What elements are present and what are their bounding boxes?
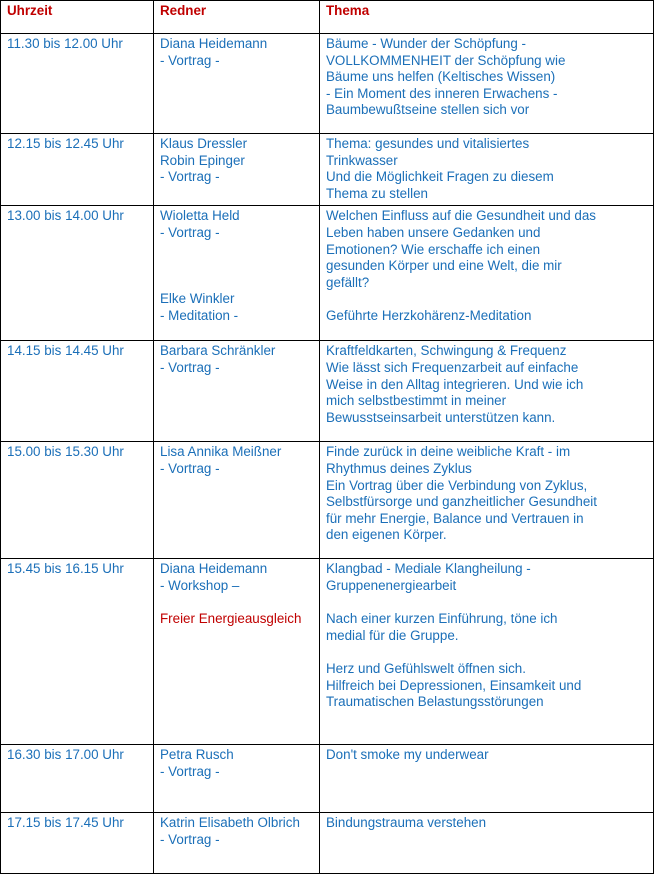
topic-line: für mehr Energie, Balance und Vertrauen in bbox=[326, 510, 584, 526]
header-speaker: Redner bbox=[154, 1, 320, 34]
time-cell: 11.30 bis 12.00 Uhr bbox=[1, 34, 154, 134]
speaker-cell bbox=[154, 442, 320, 559]
speaker-name: Petra Rusch bbox=[160, 747, 234, 763]
topic-line: Herz und Gefühlswelt öffnen sich. bbox=[326, 660, 526, 676]
table-row bbox=[1, 745, 654, 813]
speaker-cell bbox=[154, 559, 320, 745]
time-cell: 16.30 bis 17.00 Uhr bbox=[1, 745, 154, 813]
speaker-name: Katrin Elisabeth Olbrich bbox=[160, 815, 300, 831]
session-type: - Vortrag - bbox=[160, 169, 220, 185]
time-cell: 15.00 bis 15.30 Uhr bbox=[1, 442, 154, 559]
topic-line: Klangbad - Mediale Klangheilung - bbox=[326, 561, 531, 577]
table-header-row bbox=[1, 1, 654, 34]
topic-line: Baumbewußtseine stellen sich vor bbox=[326, 102, 530, 118]
topic-line: Trinkwasser bbox=[326, 152, 398, 168]
topic-line: Bindungstrauma verstehen bbox=[326, 815, 487, 831]
topic-line: Wie lässt sich Frequenzarbeit auf einfache bbox=[326, 359, 579, 375]
session-type: - Vortrag - bbox=[160, 831, 220, 847]
topic-line: Weise in den Alltag integrieren. Und wie ich bbox=[326, 376, 584, 392]
speaker-name: Barbara Schränkler bbox=[160, 343, 276, 359]
speaker-name: Diana Heidemann bbox=[160, 561, 268, 577]
topic-line: den eigenen Körper. bbox=[326, 527, 447, 543]
time-cell: 13.00 bis 14.00 Uhr bbox=[1, 206, 154, 341]
header-time: Uhrzeit bbox=[1, 1, 154, 34]
topic-cell bbox=[320, 442, 654, 559]
topic-cell bbox=[320, 341, 654, 442]
topic-cell bbox=[320, 134, 654, 206]
topic-line: Gruppenenergiearbeit bbox=[326, 577, 457, 593]
time-cell: 12.15 bis 12.45 Uhr bbox=[1, 134, 154, 206]
topic-line: Traumatischen Belastungsstörungen bbox=[326, 694, 544, 710]
topic-line: gefällt? bbox=[326, 274, 370, 290]
topic-line: Welchen Einfluss auf die Gesundheit und das bbox=[326, 208, 596, 224]
topic-cell bbox=[320, 813, 654, 874]
topic-line: Leben haben unsere Gedanken und bbox=[326, 224, 541, 240]
topic-line: Finde zurück in deine weibliche Kraft - im bbox=[326, 444, 571, 460]
speaker-name: Robin Epinger bbox=[160, 152, 245, 168]
topic-line: Selbstfürsorge und ganzheitlicher Gesundheit bbox=[326, 494, 597, 510]
time-cell: 15.45 bis 16.15 Uhr bbox=[1, 559, 154, 745]
topic-line: gesunden Körper und eine Welt, die mir bbox=[326, 258, 562, 274]
topic-cell bbox=[320, 745, 654, 813]
speaker-cell bbox=[154, 341, 320, 442]
topic-line: Don't smoke my underwear bbox=[326, 747, 489, 763]
topic-line: Ein Vortrag über die Verbindung von Zyklus, bbox=[326, 477, 588, 493]
table-row bbox=[1, 34, 654, 134]
topic-line: Thema: gesundes und vitalisiertes bbox=[326, 136, 530, 151]
topic-line: Bäume uns helfen (Keltisches Wissen) bbox=[326, 69, 556, 85]
topic-cell bbox=[320, 206, 654, 341]
topic-line: - Ein Moment des inneren Erwachens - bbox=[326, 85, 558, 101]
session-type: - Workshop – bbox=[160, 577, 240, 593]
time-cell: 17.15 bis 17.45 Uhr bbox=[1, 813, 154, 874]
topic-line: Thema zu stellen bbox=[326, 185, 428, 201]
topic-line: Geführte Herzkohärenz-Meditation bbox=[326, 307, 532, 323]
session-type: - Vortrag - bbox=[160, 52, 220, 68]
topic-line: Und die Möglichkeit Fragen zu diesem bbox=[326, 169, 554, 185]
session-type: - Vortrag - bbox=[160, 460, 220, 476]
speaker-cell bbox=[154, 206, 320, 341]
topic-line: medial für die Gruppe. bbox=[326, 627, 459, 643]
time-cell: 14.15 bis 14.45 Uhr bbox=[1, 341, 154, 442]
table-row bbox=[1, 559, 654, 745]
session-type: - Vortrag - bbox=[160, 224, 220, 240]
topic-cell bbox=[320, 34, 654, 134]
payment-note: Freier Energieausgleich bbox=[160, 611, 302, 627]
table-row bbox=[1, 206, 654, 341]
topic-line: Emotionen? Wie erschaffe ich einen bbox=[326, 241, 541, 257]
topic-line: VOLLKOMMENHEIT der Schöpfung wie bbox=[326, 52, 566, 68]
table-row bbox=[1, 813, 654, 874]
session-type: - Meditation - bbox=[160, 307, 239, 323]
table-row bbox=[1, 442, 654, 559]
session-type: - Vortrag - bbox=[160, 763, 220, 779]
header-topic: Thema bbox=[320, 1, 654, 34]
topic-cell bbox=[320, 559, 654, 745]
speaker-cell bbox=[154, 745, 320, 813]
speaker-cell bbox=[154, 813, 320, 874]
speaker-cell bbox=[154, 134, 320, 206]
speaker-name: Elke Winkler bbox=[160, 291, 235, 307]
speaker-cell bbox=[154, 34, 320, 134]
topic-line: Kraftfeldkarten, Schwingung & Frequenz bbox=[326, 343, 567, 359]
topic-line: Hilfreich bei Depressionen, Einsamkeit und bbox=[326, 677, 582, 693]
table-row bbox=[1, 134, 654, 206]
speaker-name: Klaus Dressler bbox=[160, 136, 248, 151]
topic-line: mich selbstbestimmt in meiner bbox=[326, 393, 507, 409]
session-type: - Vortrag - bbox=[160, 359, 220, 375]
topic-line: Bewusstseinsarbeit unterstützen kann. bbox=[326, 409, 556, 425]
topic-line: Nach einer kurzen Einführung, töne ich bbox=[326, 611, 558, 627]
speaker-name: Diana Heidemann bbox=[160, 36, 268, 51]
speaker-name: Lisa Annika Meißner bbox=[160, 444, 282, 460]
topic-line: Rhythmus deines Zyklus bbox=[326, 460, 472, 476]
table-row bbox=[1, 341, 654, 442]
speaker-name: Wioletta Held bbox=[160, 208, 240, 224]
topic-line: Bäume - Wunder der Schöpfung - bbox=[326, 36, 526, 51]
